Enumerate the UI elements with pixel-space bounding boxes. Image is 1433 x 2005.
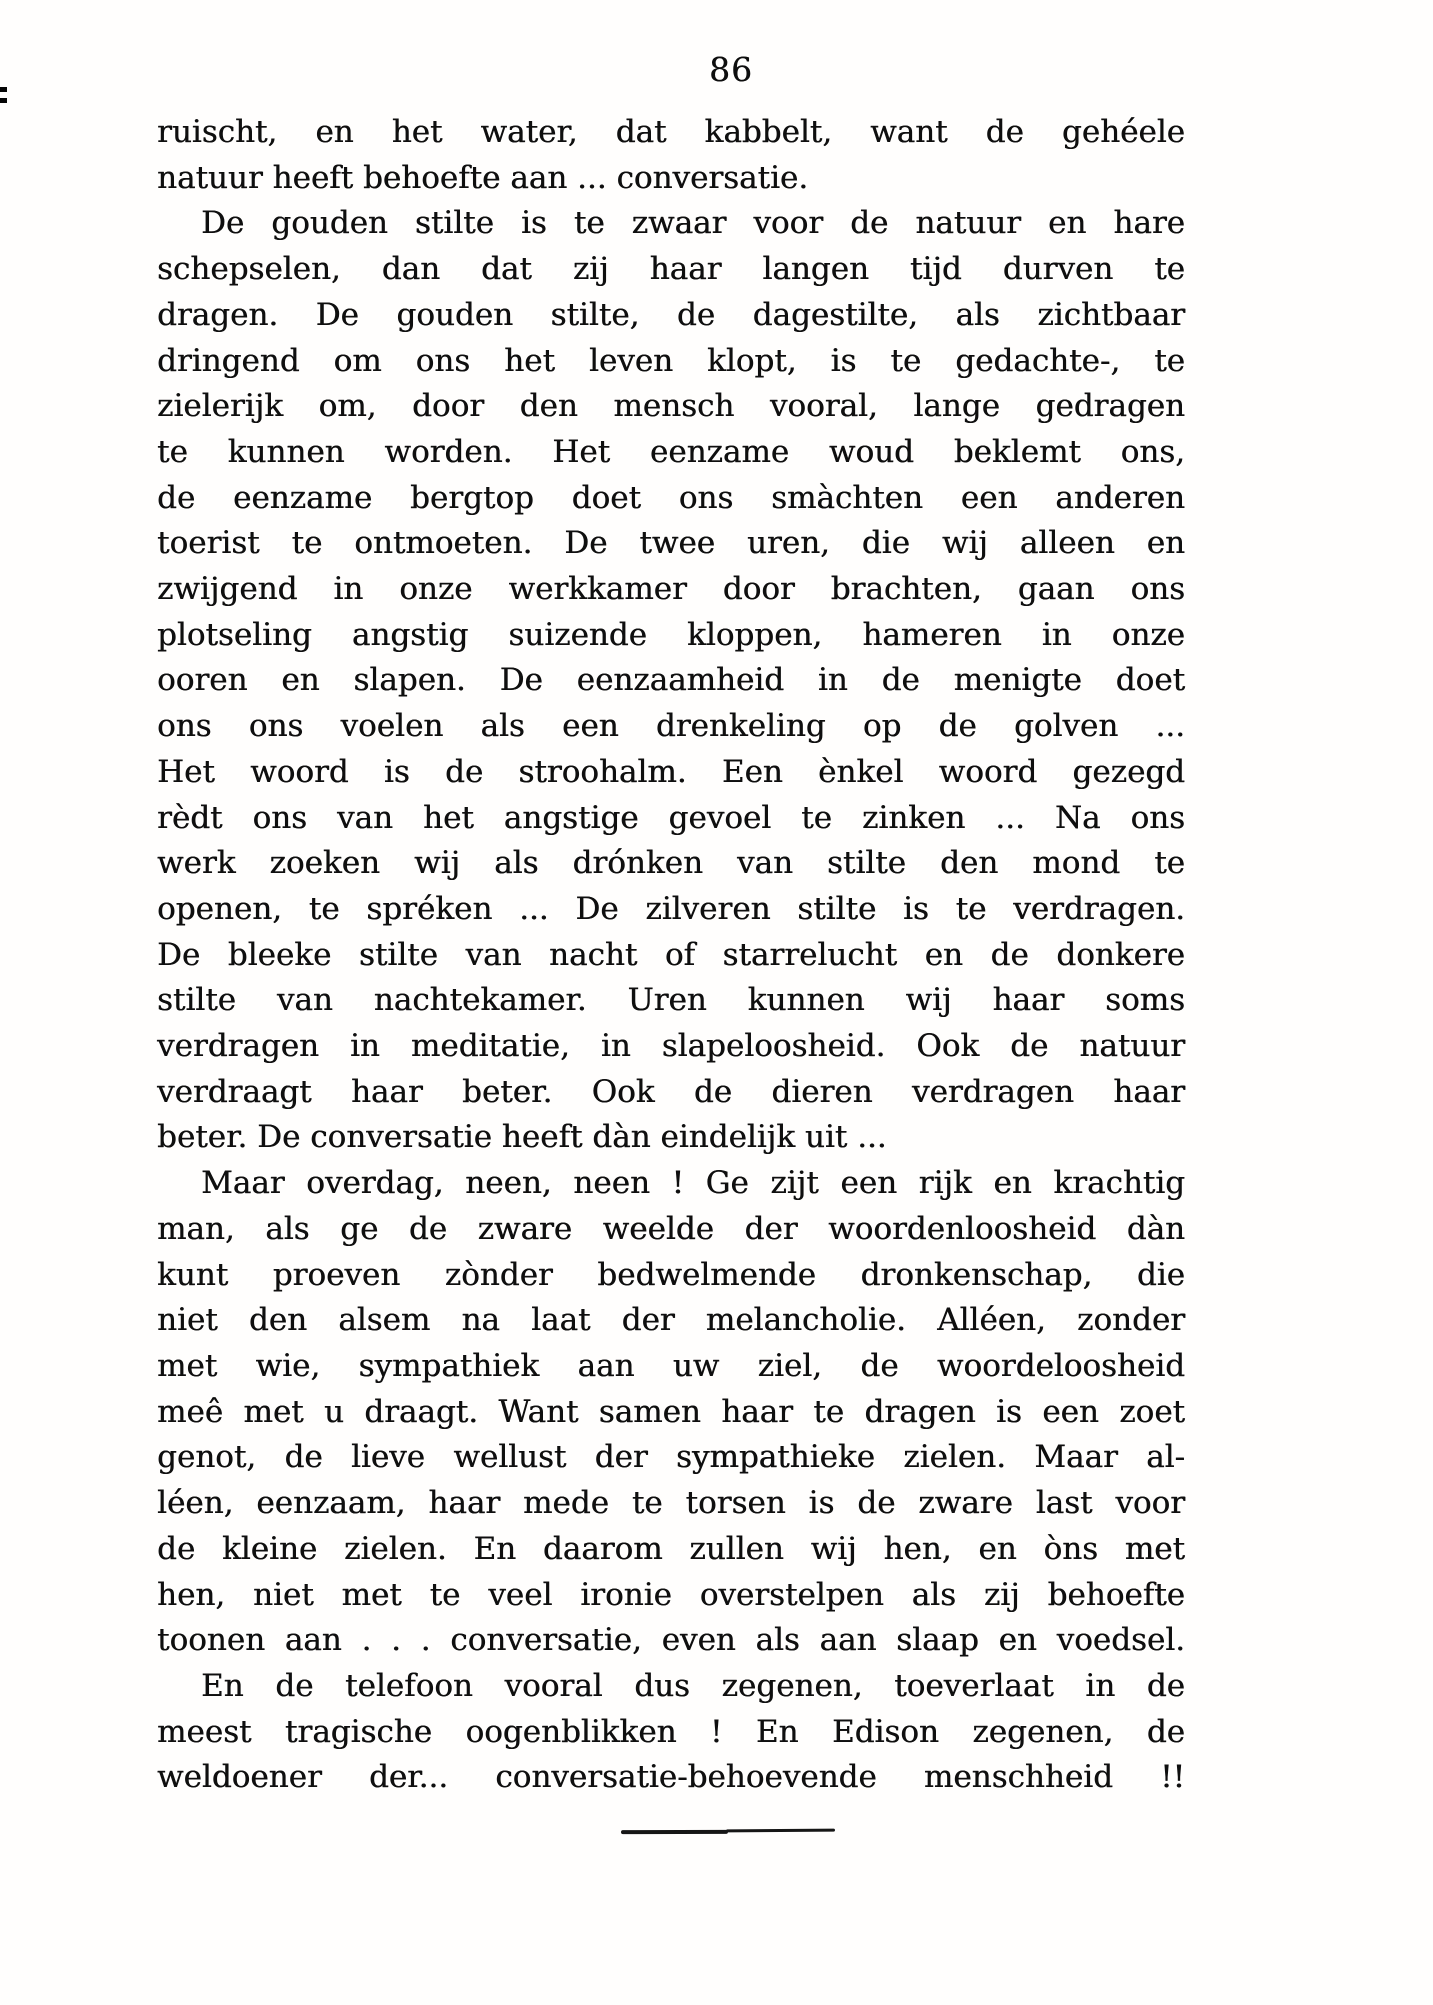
divider-segment: [621, 1830, 728, 1834]
text-line: meê met u draagt. Want samen haar te dragen is een zoet: [157, 1393, 1185, 1430]
text-line: schepselen, dan dat zij haar langen tijd durven te: [157, 251, 1185, 288]
text-line: de eenzame bergtop doet ons smàchten een anderen: [157, 479, 1185, 516]
text-line: ons ons voelen als een drenkeling op de golven ...: [157, 708, 1185, 745]
text-line: Maar overdag, neen, neen ! Ge zijt een rijk en krachtig: [201, 1165, 1185, 1202]
text-line: ooren en slapen. De eenzaamheid in de menigte doet: [157, 662, 1185, 699]
text-line: weldoener der... conversatie-behoevende menschheid !!: [157, 1759, 1185, 1796]
page-number: 86: [709, 50, 753, 89]
text-line: En de telefoon vooral dus zegenen, toeverlaat in de: [201, 1667, 1185, 1704]
scan-artifact: [0, 98, 7, 103]
scan-artifact: [0, 87, 7, 92]
text-line: ruischt, en het water, dat kabbelt, want de gehéele: [157, 114, 1185, 150]
text-line: natuur heeft behoefte aan ... conversatie.: [157, 159, 809, 196]
text-line: meest tragische oogenblikken ! En Edison zegenen, de: [157, 1713, 1185, 1750]
text-line: de kleine zielen. En daarom zullen wij hen, en òns met: [157, 1530, 1185, 1567]
text-line: De gouden stilte is te zwaar voor de natuur en hare: [201, 205, 1185, 242]
text-block: [157, 110, 1185, 1801]
text-line: kunt proeven zònder bedwelmende dronkenschap, die: [157, 1256, 1185, 1293]
text-line: plotseling angstig suizende kloppen, hameren in onze: [157, 616, 1185, 653]
text-line: toonen aan . . . conversatie, even als aan slaap en voedsel.: [157, 1622, 1185, 1659]
text-line: stilte van nachtekamer. Uren kunnen wij haar soms: [157, 982, 1185, 1019]
divider-segment: [726, 1829, 835, 1833]
text-line: zielerijk om, door den mensch vooral, lange gedragen: [157, 388, 1185, 425]
text-line: beter. De conversatie heeft dàn eindelijk uit ...: [157, 1119, 887, 1156]
text-line: werk zoeken wij als drónken van stilte den mond te: [157, 845, 1185, 882]
text-line: De bleeke stilte van nacht of starrelucht en de donkere: [157, 936, 1185, 973]
text-line: man, als ge de zware weelde der woordenloosheid dàn: [157, 1210, 1185, 1247]
text-line: dragen. De gouden stilte, de dagestilte, als zichtbaar: [157, 296, 1185, 333]
text-line: openen, te spréken ... De zilveren stilte is te verdragen.: [157, 890, 1185, 927]
text-line: léen, eenzaam, haar mede te torsen is de zware last voor: [157, 1485, 1185, 1522]
text-line: niet den alsem na laat der melancholie. Alléen, zonder: [157, 1302, 1185, 1339]
text-line: dringend om ons het leven klopt, is te gedachte-, te: [157, 342, 1185, 379]
text-line: te kunnen worden. Het eenzame woud beklemt ons,: [157, 433, 1185, 470]
text-line: verdragen in meditatie, in slapeloosheid. Ook de natuur: [157, 1028, 1185, 1065]
text-line: genot, de lieve wellust der sympathieke zielen. Maar al-: [157, 1439, 1185, 1476]
text-line: met wie, sympathiek aan uw ziel, de woordeloosheid: [157, 1347, 1185, 1384]
text-line: verdraagt haar beter. Ook de dieren verdragen haar: [157, 1073, 1185, 1110]
text-line: hen, niet met te veel ironie overstelpen als zij behoefte: [157, 1576, 1185, 1613]
text-line: Het woord is de stroohalm. Een ènkel woord gezegd: [157, 753, 1185, 790]
text-line: zwijgend in onze werkkamer door brachten, gaan ons: [157, 571, 1185, 608]
text-line: rèdt ons van het angstige gevoel te zinken ... Na ons: [157, 799, 1185, 836]
text-line: toerist te ontmoeten. De twee uren, die wij alleen en: [157, 525, 1185, 562]
section-divider-rule: [621, 1828, 835, 1834]
